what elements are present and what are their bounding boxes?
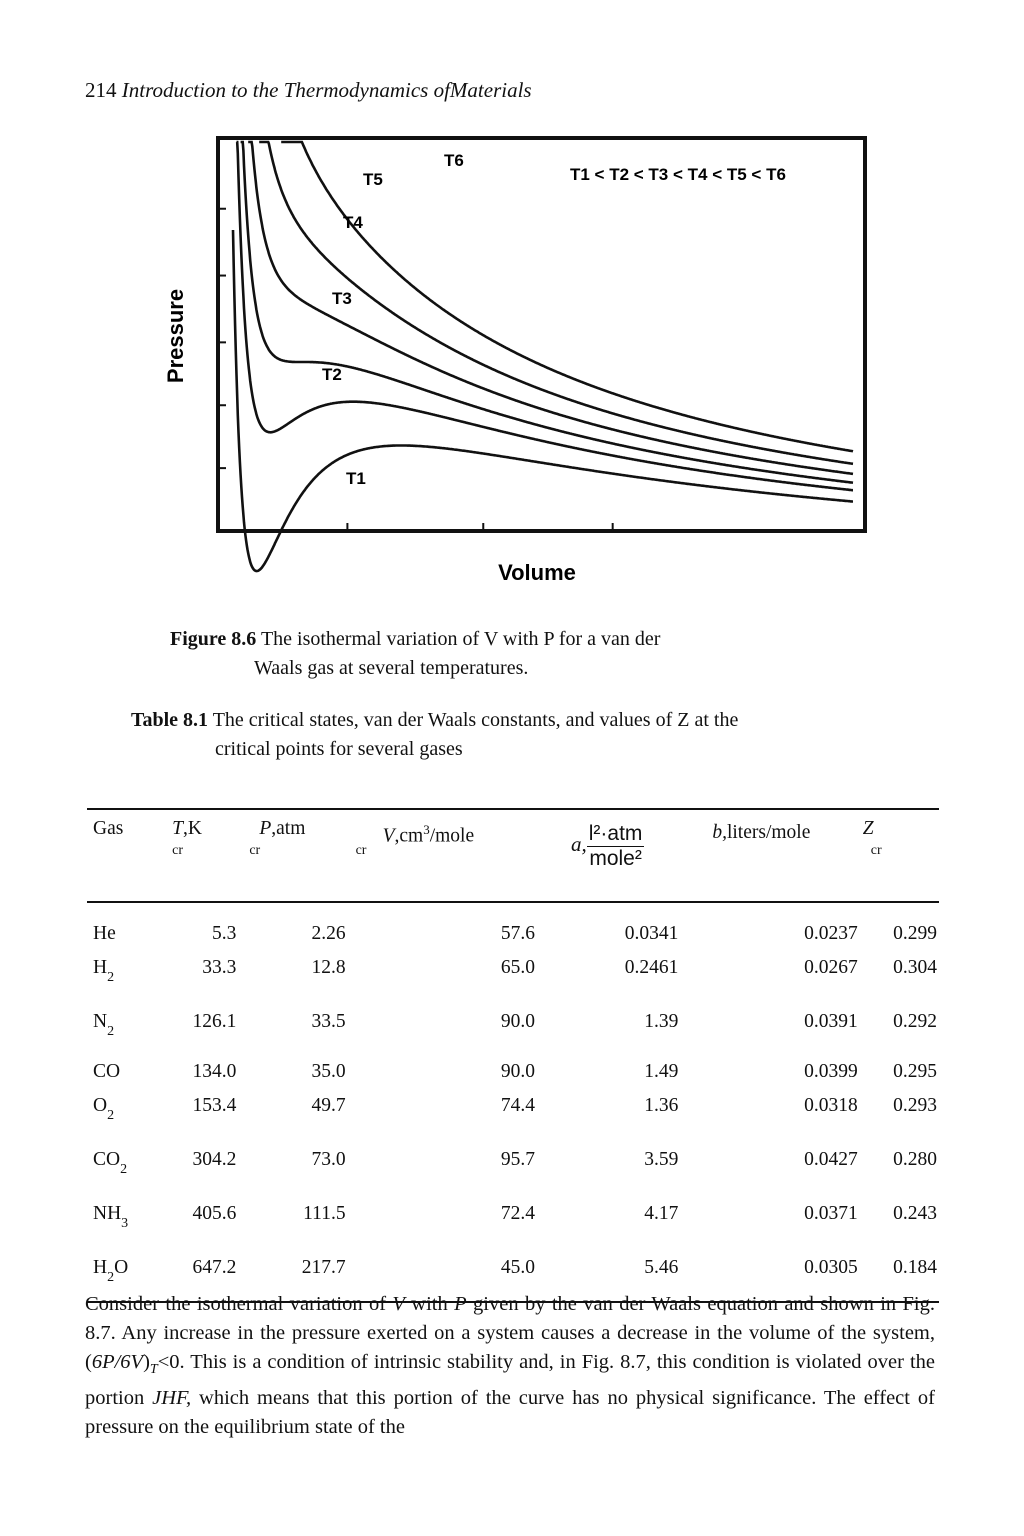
cell-b: 0.0237	[804, 923, 858, 944]
isotherm-chart	[150, 128, 890, 598]
cell-p: 12.8	[311, 957, 346, 978]
cell-a: 0.2461	[624, 957, 679, 978]
table-row	[87, 1041, 939, 1091]
cell-v: 45.0	[500, 1257, 536, 1278]
table-row	[87, 987, 939, 1041]
table-row	[87, 953, 939, 987]
cell-a: 1.36	[644, 1095, 679, 1116]
cell-z: 0.280	[893, 1149, 937, 1170]
cell-b: 0.0267	[804, 957, 858, 978]
cell-p: 217.7	[301, 1257, 346, 1278]
cell-gas: $NH_3$	[93, 1203, 129, 1231]
curve-label-t6: T6	[444, 151, 464, 170]
isotherm-curves	[233, 142, 853, 571]
cell-t: 405.6	[192, 1203, 237, 1224]
isotherm-t3	[241, 142, 853, 483]
cell-b: 0.0391	[804, 1011, 858, 1032]
header-gas: Gas	[93, 818, 124, 839]
cell-b: 0.0371	[804, 1203, 858, 1224]
curve-label-t2: T2	[322, 365, 342, 384]
header-a: a, $\frac{\text{l²·atm}}{\text{mole²}}$	[571, 822, 643, 870]
body-paragraph: Consider the isothermal variation of V with P given by the van der Waals equation and shown in Fig. 8.7. Any increase in the pressure exerted on a system causes a decrease in the volume of the system, $(6P/6V)_T<0$. This is a condition of intrinsic stability and, in Fig. 8.7, this condition is violated over the portion JHF, which means that this portion of the curve has no physical significance. The effect of pressure on the equilibrium state of the	[85, 1293, 935, 1439]
isotherm-t1	[233, 230, 853, 571]
cell-t: 134.0	[192, 1061, 237, 1082]
cell-a: 1.49	[644, 1061, 679, 1082]
cell-t: 304.2	[192, 1149, 237, 1170]
cell-gas: CO	[93, 1061, 121, 1082]
table-caption	[131, 706, 738, 764]
curve-label-t1: T1	[346, 469, 366, 488]
figure-caption	[170, 625, 660, 683]
curve-label-t3: T3	[332, 289, 352, 308]
table-caption-line1: The critical states, van der Waals constants, and values of Z at the	[212, 709, 739, 731]
figure-caption-label: Figure 8.6	[170, 628, 257, 650]
table-row	[87, 902, 939, 953]
book-title: Introduction to the Thermodynamics ofMaterials	[121, 78, 532, 102]
cell-v: 90.0	[500, 1011, 536, 1032]
cell-b: 0.0399	[804, 1061, 858, 1082]
cell-a: 3.59	[644, 1149, 679, 1170]
cell-v: 57.6	[500, 923, 536, 944]
cell-t: 126.1	[192, 1011, 237, 1032]
table-caption-line2: critical points for several gases	[215, 738, 463, 760]
cell-p: 111.5	[303, 1203, 346, 1224]
cell-z: 0.243	[893, 1203, 937, 1224]
cell-v: 90.0	[500, 1061, 536, 1082]
cell-gas: $H_2O$	[93, 1257, 129, 1285]
cell-v: 65.0	[500, 957, 536, 978]
cell-b: 0.0427	[804, 1149, 858, 1170]
curve-label-t5: T5	[363, 170, 383, 189]
cell-z: 0.184	[893, 1257, 937, 1278]
cell-v: 72.4	[500, 1203, 536, 1224]
cell-t: 33.3	[202, 957, 237, 978]
cell-gas: $N_2$	[93, 1011, 115, 1039]
table-caption-label: Table 8.1	[131, 709, 209, 731]
table-row	[87, 1125, 939, 1179]
cell-p: 73.0	[311, 1149, 346, 1170]
cell-z: 0.293	[893, 1095, 937, 1116]
table-header-row	[87, 809, 939, 902]
figure-caption-line2: Waals gas at several temperatures.	[254, 657, 529, 679]
cell-p: 33.5	[311, 1011, 346, 1032]
cell-t: 5.3	[211, 923, 237, 944]
header-b: b,liters/mole	[712, 822, 811, 843]
order-note: T1 < T2 < T3 < T4 < T5 < T6	[570, 165, 786, 184]
cell-b: 0.0318	[804, 1095, 858, 1116]
cell-p: 2.26	[311, 923, 346, 944]
header-vcr: V cr $,cm^3$/mole	[355, 822, 475, 858]
cell-z: 0.299	[893, 923, 937, 944]
cell-p: 49.7	[311, 1095, 346, 1116]
cell-a: 4.17	[644, 1203, 679, 1224]
cell-b: 0.0305	[804, 1257, 858, 1278]
table-row	[87, 1179, 939, 1233]
page-number: 214	[85, 78, 117, 102]
cell-gas: He	[93, 923, 116, 944]
cell-t: 647.2	[192, 1257, 237, 1278]
cell-v: 74.4	[500, 1095, 536, 1116]
curve-label-t4: T4	[343, 213, 363, 232]
cell-z: 0.304	[893, 957, 937, 978]
cell-z: 0.295	[893, 1061, 937, 1082]
x-axis-label: Volume	[498, 560, 576, 585]
running-header	[85, 78, 532, 103]
cell-p: 35.0	[311, 1061, 346, 1082]
cell-a: 0.0341	[624, 923, 679, 944]
cell-a: 1.39	[644, 1011, 679, 1032]
cell-a: 5.46	[644, 1257, 679, 1278]
table-body	[87, 902, 939, 1302]
y-axis-label: Pressure	[163, 288, 188, 384]
cell-gas: $O_2$	[93, 1095, 115, 1123]
cell-gas: $CO_2$	[93, 1149, 128, 1177]
header-zcr: Z cr	[862, 818, 882, 858]
cell-gas: $H_2$	[93, 957, 115, 985]
table-row	[87, 1091, 939, 1125]
critical-constants-table	[87, 808, 939, 1303]
figure-caption-line1: The isothermal variation of V with P for a van der	[260, 628, 661, 650]
header-tcr: T cr ,K	[172, 818, 202, 858]
cell-z: 0.292	[893, 1011, 937, 1032]
cell-t: 153.4	[192, 1095, 237, 1116]
cell-v: 95.7	[500, 1149, 536, 1170]
header-pcr: P cr ,atm	[249, 818, 306, 858]
curve-labels	[322, 151, 464, 488]
